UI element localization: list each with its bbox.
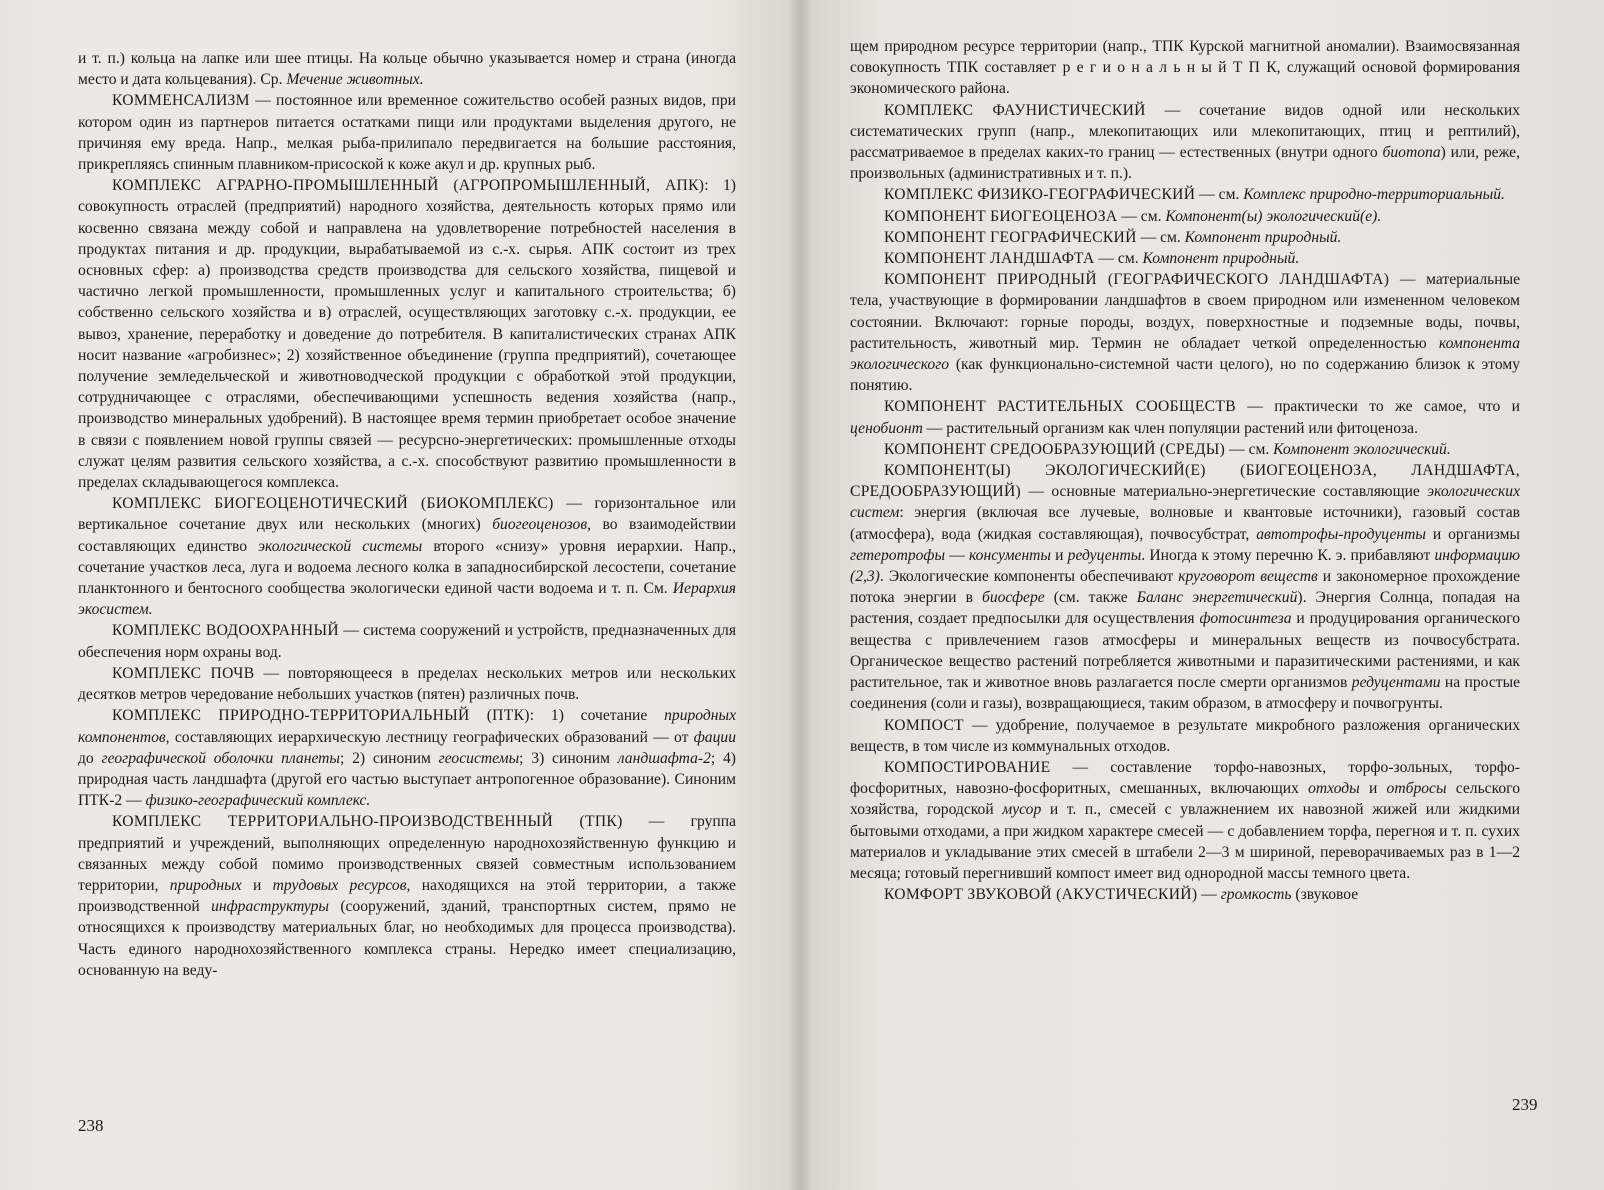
entry-text: , составляющих иерархическую лестницу географических образований — от	[165, 728, 694, 746]
entry-term: КОМПОНЕНТ РАСТИТЕЛЬНЫХ СООБЩЕСТВ	[884, 398, 1236, 416]
entry-text: — удобрение, получаемое в результате микробного разложения органических веществ, в том числе из коммунальных отходов.	[850, 716, 1520, 755]
cross-reference: биотопа	[1382, 144, 1441, 162]
cross-reference: биосфере	[982, 589, 1045, 607]
cross-reference: фотосинтеза	[1199, 610, 1292, 628]
left-page-number: 238	[78, 1116, 104, 1135]
cross-reference: громкость	[1220, 886, 1292, 904]
entry-text: до	[78, 749, 102, 767]
entry-text: р е г и о н а л ь н ы й Т П К	[1062, 59, 1277, 77]
cross-reference: Мечение животных.	[286, 71, 424, 89]
dictionary-entry	[850, 439, 1520, 460]
entry-text: — см.	[1094, 250, 1143, 268]
entry-text: (сооружений, зданий, транспортных систем, прямо не относящихся к производству материальных благ, но необходимых для процесса производства). Часть единого народнохозяйственного комплекса страны. Нередко имеет специализацию, основанную на веду-	[78, 898, 736, 979]
entry-text: (как функционально-системной части целого), но по содержанию близок к этому понятию.	[850, 356, 1520, 395]
dictionary-entry	[78, 705, 736, 811]
cross-reference: фации	[693, 728, 736, 746]
cross-reference: трудовых ресурсов	[272, 876, 407, 894]
entry-term: КОМПОНЕНТ ГЕОГРАФИЧЕСКИЙ	[884, 228, 1137, 246]
entry-text: и продуцирования органического вещества с привлечением газов атмосферы и минеральных веществ из почвосубстрата. Органическое вещество растений потребляется животными и паразитическими растениями, и как растительное, так и животное вновь разлагается после смерти организмов	[850, 610, 1521, 692]
entry-term: КОМПЛЕКС ПОЧВ	[112, 664, 255, 682]
dictionary-entry	[850, 100, 1520, 185]
dictionary-entry	[78, 811, 736, 981]
dictionary-entry	[78, 620, 736, 662]
entry-text: сельского хозяйства, городской	[850, 780, 1520, 819]
entry-text: , во взаимодействии составляющих единство	[78, 516, 736, 555]
entry-text: —	[945, 546, 969, 564]
cross-reference: отходы	[1308, 780, 1360, 798]
right-page-number: 239	[1512, 1095, 1538, 1114]
continued-text	[78, 48, 736, 90]
entry-term: КОМПЛЕКС ВОДООХРАННЫЙ	[112, 622, 339, 640]
entry-text: — материальные тела, участвующие в формировании ландшафтов в своем природном или измененном человеком состоянии. Включают: горные породы, воздух, поверхностные и подземные воды, почвы, растительность, животный мир. Термин не обладает четкой определенностью	[850, 271, 1520, 352]
entry-text: , служащий основой формирования экономического района.	[850, 59, 1520, 98]
cross-reference: гетеротрофы	[850, 546, 946, 564]
cross-reference: Компонент природный.	[1142, 250, 1300, 268]
entry-text: , находящихся на этой территории, а также производственной	[78, 876, 736, 916]
cross-reference: физико-географический комплекс.	[145, 792, 371, 810]
entry-text: — растительный организм как член популяции растений или фитоценоза.	[922, 419, 1418, 437]
cross-reference: Компонент природный.	[1184, 228, 1342, 246]
cross-reference: биогеоценозов	[492, 516, 588, 534]
entry-text: второго «снизу» уровня иерархии. Напр., сочетание участков леса, луга и водоема лесного колка в западносибирской лесостепи, сочетание планктонного и бентосного сообщества экологически единой части водоема и т. п. См.	[78, 537, 736, 598]
cross-reference: экологических систем	[850, 483, 1520, 522]
entry-term: КОММЕНСАЛИЗМ	[112, 92, 250, 110]
entry-term: КОМПЛЕКС ФАУНИСТИЧЕСКИЙ	[884, 101, 1146, 119]
entry-text: и организмы	[1425, 525, 1521, 543]
cross-reference: Иерархия экосистем.	[78, 580, 736, 619]
dictionary-entry	[850, 460, 1520, 714]
entry-text: . Экологические компоненты обеспечивают	[879, 568, 1179, 586]
entry-text: и	[1359, 780, 1387, 798]
dictionary-entry	[850, 396, 1520, 438]
cross-reference: инфраструктуры	[211, 898, 329, 916]
entry-term: КОМПЛЕКС ТЕРРИТОРИАЛЬНО-ПРОИЗВОДСТВЕННЫЙ (ТПК)	[112, 813, 623, 831]
entry-text: — горизонтальное или вертикальное сочетание двух или нескольких (многих)	[78, 495, 736, 534]
entry-term: КОМФОРТ ЗВУКОВОЙ (АКУСТИЧЕСКИЙ)	[884, 886, 1198, 904]
cross-reference: географической оболочки планеты	[101, 749, 340, 767]
dictionary-entry	[78, 90, 736, 175]
entry-term: КОМПОНЕНТ БИОГЕОЦЕНОЗА	[884, 207, 1118, 225]
dictionary-entry	[850, 184, 1520, 205]
entry-text: : 1) сочетание	[529, 707, 665, 725]
entry-term: КОМПОСТ	[884, 716, 964, 734]
entry-text: — основные материально-энергетические составляющие	[1021, 483, 1428, 501]
right-page	[800, 0, 1604, 1190]
entry-text: — см.	[1117, 207, 1166, 225]
cross-reference: Компонент(ы) экологический(е).	[1165, 207, 1382, 225]
cross-reference: Баланс энергетический	[1136, 589, 1298, 607]
entry-term: КОМПЛЕКС БИОГЕОЦЕНОТИЧЕСКИЙ (БИОКОМПЛЕКС)	[112, 495, 554, 513]
entry-text: : 1) совокупность отраслей (предприятий) народного хозяйства, деятельность которых прямо или косвенно связана между собой и направлена на удовлетворение потребностей населения в продуктах питания и др. продукции, вырабатываемой из с.-х. сырья. АПК состоит из трех основных сфер: а) производства средств производства для сельского хозяйства, пищевой и частично легкой промышленности, промышленных услуг и капитального строительства; б) собственно сельского хозяйства и в) отраслей, осуществляющих заготовку с.-х. продукции, ее вывоз, хранение, переработку и доведение до потребителя. В капиталистических странах АПК носит название «агробизнес»; 2) хозяйственное объединение (группа предприятий), сочетающее получение земледельческой и животноводческой продукции с обработкой этой продукции, сотрудничающее с отраслями, обеспечивающими успешность ведения хозяйства (напр., производство минеральных удобрений). В настоящее время термин приобретает особое значение в связи с появлением новой группы связей — ресурсно-энергетических: промышленные отходы служат целям развития сельского хозяйства, а с.-х. способствуют развитию промышленности в пределах складывающегося комплекса.	[78, 177, 736, 492]
cross-reference: экологической системы	[258, 537, 423, 555]
cross-reference: Комплекс природно-территориальный.	[1243, 186, 1505, 204]
dictionary-entry	[850, 715, 1520, 757]
right-page-text	[850, 36, 1520, 905]
dictionary-entry	[850, 884, 1520, 905]
dictionary-entry	[78, 493, 736, 620]
entry-text: и т. п.) кольца на лапке или шее птицы. На кольце обычно указывается номер и страна (иногда место и дата кольцевания). Ср.	[78, 50, 736, 89]
entry-text: — постоянное или временное сожительство особей разных видов, при котором один из партнеров питается остатками пищи или продуктами выделения другого, не причиняя ему вреда. Напр., мелкая рыба-прилипало передвигается на большие расстояния, прикрепляясь спинным плавником-присоской к коже акул и др. крупных рыб.	[78, 92, 736, 174]
entry-term: КОМПОСТИРОВАНИЕ	[884, 758, 1051, 776]
cross-reference: природных	[169, 876, 242, 894]
left-page-text	[78, 48, 736, 981]
entry-text: ; 3) синоним	[519, 749, 618, 767]
entry-term: КОМПЛЕКС АГРАРНО-ПРОМЫШЛЕННЫЙ (АГРОПРОМЫШЛЕННЫЙ, АПК)	[112, 177, 705, 195]
cross-reference: информацию (2,3)	[850, 546, 1520, 586]
entry-text: щем природном ресурсе территории (напр., ТПК Курской магнитной аномалии). Взаимосвязанная совокупность ТПК составляет	[850, 38, 1520, 77]
cross-reference: геосистемы	[438, 749, 520, 767]
cross-reference: редуцентами	[1351, 674, 1441, 692]
entry-text: — группа предприятий и учреждений, выполняющих определенную народнохозяйственную функцию и связанных между собой помимо производственных связей совместным использованием территории,	[78, 813, 736, 894]
cross-reference: природных компонентов	[78, 707, 736, 746]
entry-text: и т. п., смесей с увлажнением их навозной жижей или жидкими бытовыми отходами, а при жидком характере смесей — с добавлением торфа, перегноя и т. п. сухих материалов и укладывание этих смесей в штабели 2—3 м шириной, переворачиваемых раз в 1—2 месяца; готовый перегнивший компост имеет вид однородной массы темного цвета.	[850, 801, 1520, 882]
entry-text: ) или, реже, произвольных (административных и т. п.).	[850, 144, 1520, 183]
entry-text: ). Энергия Солнца, попадая на растения, создает предпосылки для осуществления	[850, 589, 1520, 628]
entry-term: КОМПОНЕНТ ЛАНДШАФТА	[884, 250, 1095, 268]
entry-text: — практически то же самое, что и	[1235, 398, 1520, 416]
dictionary-entry	[78, 663, 736, 705]
entry-text: — составление торфо-навозных, торфо-зольных, торфо-фосфоритных, навозно-фосфоритных, смешанных, включающих	[850, 758, 1520, 798]
entry-term: КОМПОНЕНТ ПРИРОДНЫЙ (ГЕОГРАФИЧЕСКОГО ЛАНДШАФТА)	[884, 271, 1390, 289]
entry-text: — см.	[1136, 228, 1185, 246]
entry-text: и закономерное прохождение потока энергии в	[850, 568, 1520, 607]
entry-term: КОМПОНЕНТ СРЕДООБРАЗУЮЩИЙ (СРЕДЫ)	[884, 440, 1226, 458]
entry-term: КОМПОНЕНТ(Ы) ЭКОЛОГИЧЕСКИЙ(Е) (БИОГЕОЦЕНОЗА, ЛАНДШАФТА, СРЕДООБРАЗУЮЩИЙ)	[850, 462, 1520, 501]
entry-text: — см.	[1195, 186, 1244, 204]
dictionary-entry	[850, 248, 1520, 269]
entry-text: на простые соединения (соли и газы), возвращающиеся, таким образом, в атмосферу и почвогрунты.	[850, 674, 1520, 713]
entry-text: — см.	[1225, 440, 1274, 458]
cross-reference: мусор	[1002, 801, 1042, 819]
cross-reference: Компонент экологический.	[1273, 440, 1451, 458]
left-page	[0, 0, 800, 1190]
book-gutter	[788, 0, 812, 1190]
entry-text: — сочетание видов одной или нескольких систематических групп (напр., млекопитающих или млекопитающих, птиц и рептилий), рассматриваемое в пределах каких-то границ — естественных (внутри одного	[850, 101, 1520, 162]
cross-reference: автотрофы-продуценты	[1256, 525, 1426, 543]
entry-text: (звуковое	[1291, 886, 1359, 904]
cross-reference: компонента экологического	[850, 334, 1520, 374]
entry-text: и	[241, 876, 273, 894]
dictionary-entry	[78, 175, 736, 493]
entry-term: КОМПЛЕКС ПРИРОДНО-ТЕРРИТОРИАЛЬНЫЙ (ПТК)	[112, 707, 530, 725]
entry-text: : энергия (включая все лучевые, волновые и квантовые источники), газовый состав (атмосфера), вода (жидкая составляющая), почвосубстрат,	[850, 504, 1520, 543]
entry-text: и	[1051, 546, 1068, 564]
cross-reference: отбросы	[1386, 780, 1447, 798]
cross-reference: ландшафта-2	[617, 749, 711, 767]
dictionary-entry	[850, 269, 1520, 396]
dictionary-entry	[850, 206, 1520, 227]
cross-reference: консументы	[968, 546, 1051, 564]
cross-reference: круговорот веществ	[1178, 568, 1318, 586]
entry-text: — повторяющееся в пределах нескольких метров или нескольких десятков метров чередование небольших участков (пятен) различных почв.	[78, 664, 736, 704]
entry-text: — система сооружений и устройств, предназначенных для обеспечения норм охраны вод.	[78, 622, 736, 661]
entry-term: КОМПЛЕКС ФИЗИКО-ГЕОГРАФИЧЕСКИЙ	[884, 186, 1196, 204]
entry-text: ; 4) природная часть ландшафта (другой его частью выступает антропогенное образование). Синоним ПТК-2 —	[78, 749, 736, 810]
entry-text: (см. также	[1044, 589, 1137, 607]
cross-reference: ценобионт	[850, 419, 923, 437]
entry-text: . Иногда к этому перечню К. э. прибавляют	[1141, 546, 1435, 564]
entry-text: —	[1197, 886, 1221, 904]
continued-text	[850, 36, 1520, 100]
dictionary-entry	[850, 757, 1520, 884]
entry-text: ; 2) синоним	[340, 749, 439, 767]
cross-reference: редуценты	[1067, 546, 1142, 564]
dictionary-entry	[850, 227, 1520, 248]
